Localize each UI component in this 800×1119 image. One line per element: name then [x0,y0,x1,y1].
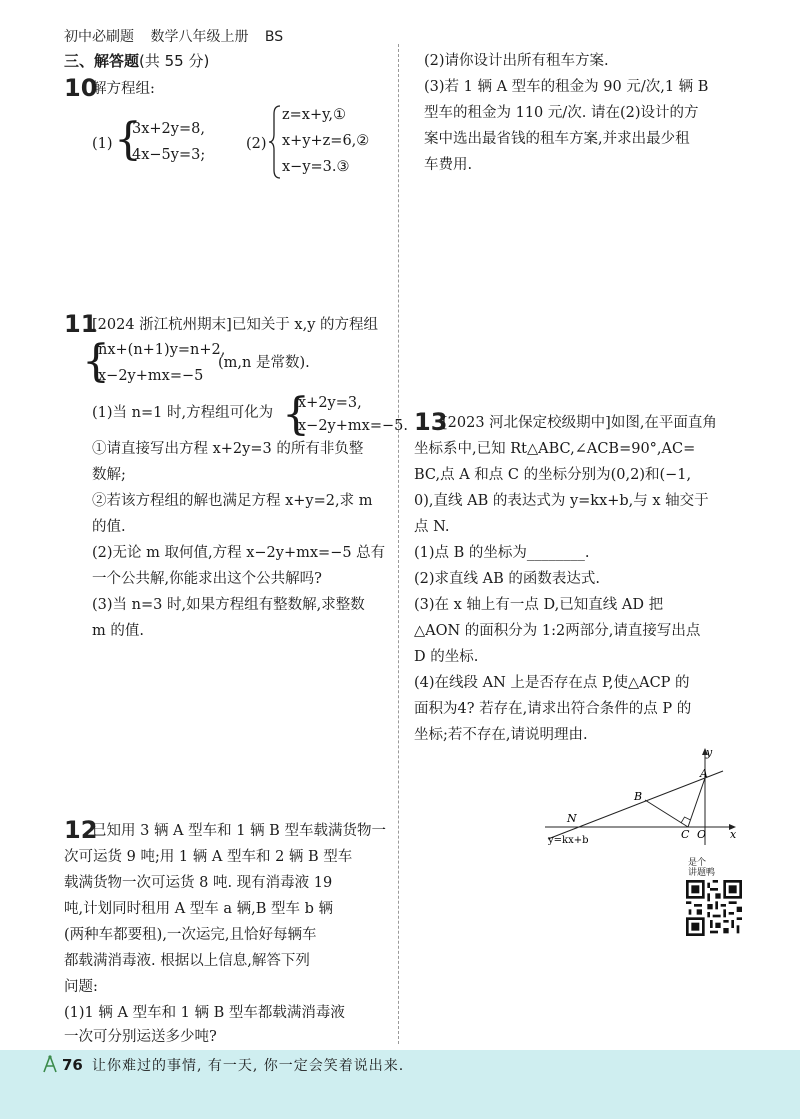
q11-header [92,312,378,339]
q10-part1-eq2: 4x−5y=3; [132,147,206,163]
label-o: O [697,828,707,841]
q12-line5: (两种车都要租),一次运完,且恰好每辆车 [64,927,317,943]
q13-line5: 点 N. [414,519,450,535]
q10-part1-label: (1) [92,136,113,152]
qr-label-line1: 是个 [688,858,707,868]
section-points: (共 55 分) [139,52,210,70]
right-angle-mark [681,817,691,823]
q13-part2: (2)求直线 AB 的函数表达式. [414,571,600,587]
qr-code[interactable] [686,880,742,936]
q11-source: [2024 浙江杭州期末] [92,317,232,333]
question-number-10: 10 [64,74,98,102]
label-x: x [730,828,737,841]
q11-system-brace: { [82,336,110,387]
page-number: 76 [62,1056,83,1074]
q13-line3: BC,点 A 和点 C 的坐标分别为(0,2)和(−1, [414,467,692,483]
q11-part2-line2: 一个公共解,你能求出这个公共解吗? [92,571,322,587]
q11-part1a-line2: 数解; [92,467,126,483]
q11-part1b-line1: ②若该方程组的解也满足方程 x+y=2,求 m [92,493,373,509]
q11-sys-eq1: nx+(n+1)y=n+2, [98,342,226,358]
q10-part1-eq1: 3x+2y=8, [132,121,205,137]
coordinate-figure [540,740,750,850]
section-title-text: 三、解答题 [64,52,140,70]
section-title [64,50,209,71]
q12-part3-line1: (3)若 1 辆 A 型车的租金为 90 元/次,1 辆 B [424,79,709,95]
q12-line2: 次可运货 9 吨;用 1 辆 A 型车和 2 辆 B 型车 [64,849,353,865]
book-subtitle: 数学八年级上册 [150,29,249,45]
q12-part2-line1: (2)请你设计出所有租车方案. [424,53,609,69]
q10-part2-eq3: x−y=3.③ [282,159,350,175]
question-number-11: 11 [64,310,98,338]
q13-part1: (1)点 B 的坐标为________. [414,545,590,561]
q12-part3-line3: 案中选出最省钱的租车方案,并求出最少租 [424,131,690,147]
q11-sys-eq2: x−2y+mx=−5 [98,368,204,384]
q13-line4: 0),直线 AB 的表达式为 y=kx+b,与 x 轴交于 [414,493,709,509]
q11-stem: 已知关于 x,y 的方程组 [231,317,379,333]
segment-bc [645,800,688,827]
q12-part1-line2: 一次可分别运送多少吨? [64,1029,217,1045]
qr-label-line2: 讲题鸭 [688,868,716,878]
q11-part1-eq1: x+2y=3, [298,395,362,411]
compass-icon [40,1054,60,1074]
q11-part1-text: (1)当 n=1 时,方程组可化为 [92,405,274,421]
q12-part3-line4: 车费用. [424,157,473,173]
q11-part3-line2: m 的值. [92,623,144,639]
q13-part3-line1: (3)在 x 轴上有一点 D,已知直线 AD 把 [414,597,664,613]
label-a: A [700,767,708,780]
q11-part2-line1: (2)无论 m 取何值,方程 x−2y+mx=−5 总有 [92,545,386,561]
q13-line1: [2023 河北保定校级期中]如图,在平面直角 [442,415,717,431]
q12-part1-line1: (1)1 辆 A 型车和 1 辆 B 型车都载满消毒液 [64,1005,345,1021]
q10-stem: 解方程组: [92,81,155,97]
q10-part1-brace: { [114,114,142,165]
q13-part3-line3: D 的坐标. [414,649,479,665]
label-y: y [706,746,713,759]
label-n: N [567,812,577,825]
book-title: 初中必刷题 [64,29,134,45]
page-header [64,26,283,46]
q11-part1a-line1: ①请直接写出方程 x+2y=3 的所有非负整 [92,441,364,457]
q11-part1-brace: { [282,389,310,440]
q12-line4: 吨,计划同时租用 A 型车 a 辆,B 型车 b 辆 [64,901,334,917]
q13-part4-line3: 坐标;若不存在,请说明理由. [414,727,588,743]
q12-line6: 都载满消毒液. 根据以上信息,解答下列 [64,953,310,969]
question-number-13: 13 [414,408,448,436]
q13-part3-line2: △AON 的面积分为 1:2两部分,请直接写出点 [414,623,701,639]
q12-part3-line2: 型车的租金为 110 元/次. 请在(2)设计的方 [424,105,699,121]
label-line-equation: y=kx+b [548,835,589,846]
footer-motto: 让你难过的事情, 有一天, 你一定会笑着说出来. [92,1058,405,1074]
q13-part4-line1: (4)在线段 AN 上是否存在点 P,使△ACP 的 [414,675,690,691]
q10-part2-label: (2) [246,136,267,152]
q11-sys-note: (m,n 是常数). [218,355,310,371]
q11-part1-eq2: x−2y+mx=−5. [298,418,408,434]
label-b: B [634,790,643,803]
q11-part3-line1: (3)当 n=3 时,如果方程组有整数解,求整数 [92,597,365,613]
book-edition: BS [264,29,284,45]
q13-line2: 坐标系中,已知 Rt△ABC,∠ACB=90°,AC= [414,441,696,457]
qr-label [688,858,715,878]
question-number-12: 12 [64,816,98,844]
q13-part4-line2: 面积为4? 若存在,请求出符合条件的点 P 的 [414,701,692,717]
q12-line3: 载满货物一次可运货 8 吨. 现有消毒液 19 [64,875,333,891]
q10-part2-eq2: x+y+z=6,② [282,133,370,149]
label-c: C [681,828,690,841]
q12-line1: 已知用 3 辆 A 型车和 1 辆 B 型车载满货物一 [92,823,386,839]
q10-part2-eq1: z=x+y,① [282,107,346,123]
q11-part1b-line2: 的值. [92,519,126,535]
q12-line7: 问题: [64,979,98,995]
column-divider [398,44,399,1044]
q10-part2-brace [268,104,282,180]
